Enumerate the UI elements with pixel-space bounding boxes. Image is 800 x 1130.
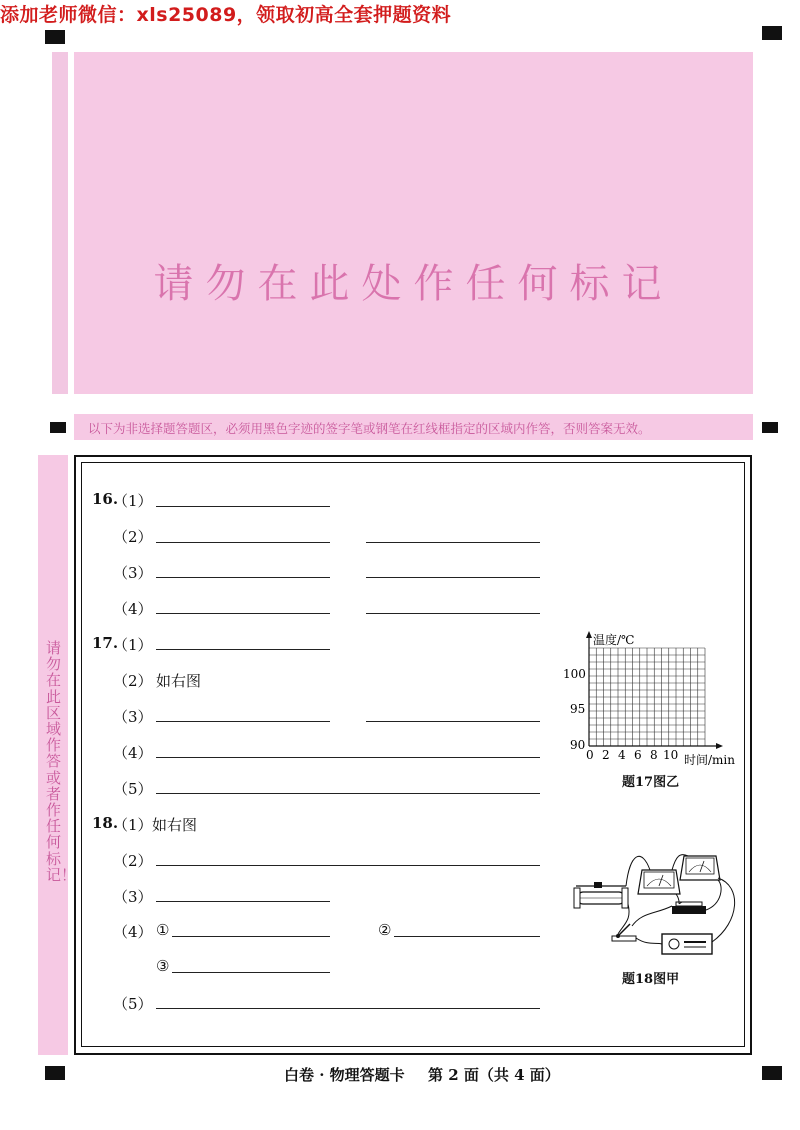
fig17-xtick-4: 4: [618, 748, 626, 762]
switch-icon: [612, 924, 636, 941]
fig17-ytick-100: 100: [563, 667, 586, 681]
q16-part1-answer-line[interactable]: [156, 506, 330, 507]
no-mark-warning: 请勿在此处作任何标记: [153, 261, 674, 307]
q17-part2-label: （2）: [113, 672, 153, 690]
fig18-circuit-apparatus: [572, 842, 744, 964]
q17-part3-answer-line-a[interactable]: [156, 721, 330, 722]
top-left-pink-strip: [52, 52, 68, 394]
registration-mark-bottom-left: [45, 1066, 65, 1080]
q17-part3-answer-line-b[interactable]: [366, 721, 540, 722]
fig17-ytick-90: 90: [570, 738, 586, 752]
q18-part2-answer-line[interactable]: [156, 865, 540, 866]
voltmeter-icon: [680, 856, 720, 880]
q17-part5-answer-line[interactable]: [156, 793, 540, 794]
answer-area-notice: [74, 414, 753, 440]
q18-part4-circle3: ③: [156, 957, 170, 975]
fig18-caption: 题18图甲: [622, 972, 680, 987]
side-warning-text: 请勿在此区域作答或者作任何标记！: [46, 639, 77, 884]
registration-mark-notice-right: [762, 422, 778, 433]
q16-part4-answer-line-b[interactable]: [366, 613, 540, 614]
fig17-x-label: 时间/min: [684, 753, 735, 767]
registration-mark-top-right: [762, 26, 782, 40]
footer-page-number: 第 2 面（共 4 面）: [428, 1066, 560, 1084]
q17-part2-text: 如右图: [156, 672, 202, 690]
registration-mark-notice-left: [50, 422, 66, 433]
q16-part2-label: （2）: [113, 528, 153, 546]
q16-part4-answer-line-a[interactable]: [156, 613, 330, 614]
fig17-grid-lines: [589, 648, 705, 746]
rheostat-icon: [574, 882, 628, 908]
q17-part4-label: （4）: [113, 744, 153, 762]
q18-part4-answer-line-2[interactable]: [394, 936, 540, 937]
fig17-xtick-0: 0: [586, 748, 594, 762]
fig17-xtick-10: 10: [663, 748, 679, 762]
notice-text: 以下为非选择题答题区，必须用黑色字迹的签字笔或钢笔在红线框指定的区域内作答，否则答案无效。: [88, 421, 651, 436]
q18-part4-circle2: ②: [378, 921, 392, 939]
q18-part4-answer-line-1[interactable]: [172, 936, 330, 937]
header-ad-text: 添加老师微信：xls25089，领取初高全套押题资料: [0, 4, 452, 26]
q17-part5-label: （5）: [113, 780, 153, 798]
q18-part5-answer-line[interactable]: [156, 1008, 540, 1009]
q17-part1-label: （1）: [113, 636, 153, 654]
q18-part2-label: （2）: [113, 852, 153, 870]
fig17-caption: 题17图乙: [622, 775, 680, 790]
q18-part1-label: （1）: [113, 816, 153, 834]
fig17-ytick-95: 95: [570, 702, 586, 716]
q16-part3-answer-line-a[interactable]: [156, 577, 330, 578]
fig17-y-label: 温度/℃: [593, 633, 635, 647]
q18-part3-label: （3）: [113, 888, 153, 906]
fig17-x-axis-arrow: [716, 743, 723, 749]
q16-part1-label: （1）: [113, 492, 153, 510]
fig17-temperature-grid: [560, 628, 750, 770]
fig17-xtick-2: 2: [602, 748, 610, 762]
power-supply-icon: [662, 934, 712, 954]
q17-part4-answer-line[interactable]: [156, 757, 540, 758]
q17-part1-answer-line[interactable]: [156, 649, 330, 650]
q18-part5-label: （5）: [113, 995, 153, 1013]
fig17-xtick-6: 6: [634, 748, 642, 762]
q18-part3-answer-line[interactable]: [156, 901, 330, 902]
resistor-icon: [672, 902, 706, 914]
registration-mark-bottom-right: [762, 1066, 782, 1080]
q18-number: 18.: [92, 814, 119, 832]
q16-part4-label: （4）: [113, 600, 153, 618]
q16-number: 16.: [92, 490, 119, 508]
q18-part4-label: （4）: [113, 923, 153, 941]
q17-number: 17.: [92, 634, 119, 652]
q16-part2-answer-line-a[interactable]: [156, 542, 330, 543]
fig17-xtick-8: 8: [650, 748, 658, 762]
q18-part4-answer-line-3[interactable]: [172, 972, 330, 973]
ammeter-icon: [638, 870, 680, 894]
q18-part1-text: 如右图: [152, 816, 198, 834]
q16-part2-answer-line-b[interactable]: [366, 542, 540, 543]
q16-part3-label: （3）: [113, 564, 153, 582]
no-mark-zone-top: [74, 52, 753, 394]
q18-part4-circle1: ①: [156, 921, 170, 939]
q17-part3-label: （3）: [113, 708, 153, 726]
fig17-y-axis-arrow: [586, 631, 592, 638]
q16-part3-answer-line-b[interactable]: [366, 577, 540, 578]
footer-card-title: 白卷 · 物理答题卡: [284, 1066, 405, 1084]
registration-mark-top-left: [45, 30, 65, 44]
